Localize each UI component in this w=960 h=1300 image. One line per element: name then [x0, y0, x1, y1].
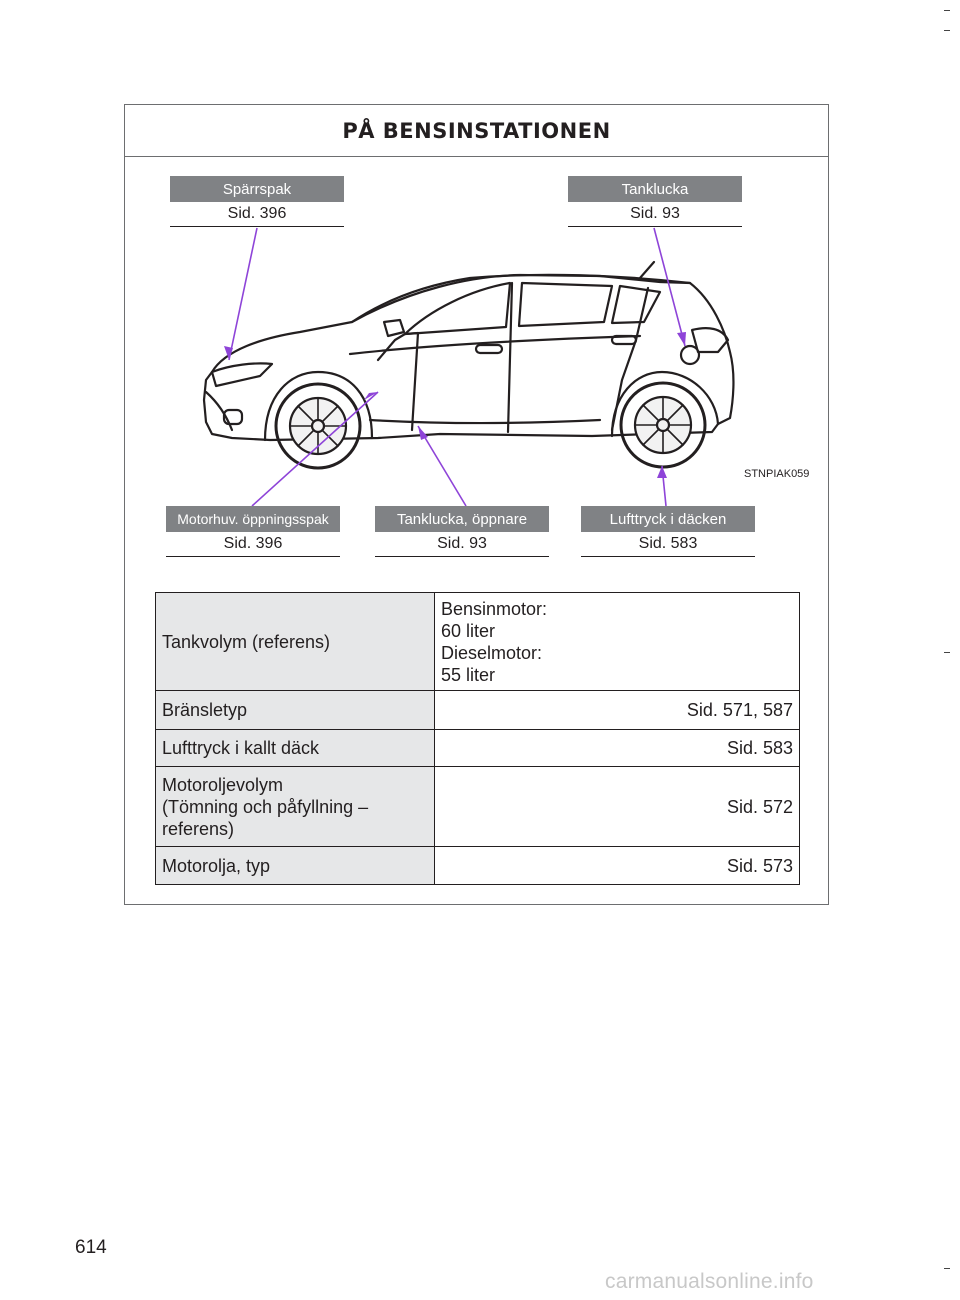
- table-key: Bränsletyp: [156, 691, 435, 730]
- callout-sparrspak: [170, 176, 344, 227]
- callout-page-ref: Sid. 93: [568, 202, 742, 227]
- table-row: [156, 593, 800, 691]
- callout-page-ref: Sid. 583: [581, 532, 755, 557]
- headlight: [212, 363, 272, 386]
- antenna: [640, 262, 654, 278]
- key-line: Motoroljevolym: [162, 774, 284, 795]
- quarter-window: [612, 286, 660, 323]
- callout-label: Tanklucka: [568, 176, 742, 202]
- watermark: carmanualsonline.info: [605, 1270, 814, 1293]
- crop-mark: [944, 652, 950, 653]
- callout-lufttryck: [581, 506, 755, 557]
- side-mirror: [384, 320, 404, 336]
- callout-page-ref: Sid. 396: [170, 202, 344, 227]
- table-row: [156, 730, 800, 767]
- leader-line-sparrspak: [229, 228, 257, 360]
- image-code: STNPIAK059: [744, 468, 810, 480]
- table-value: Sid. 571, 587: [435, 691, 800, 730]
- value-line: Dieselmotor:: [441, 642, 543, 663]
- arrowhead: [677, 332, 686, 346]
- table-key: Motorolja, typ: [156, 847, 435, 885]
- arrowhead: [418, 426, 428, 440]
- rear-door-window: [519, 283, 612, 326]
- callout-page-ref: Sid. 93: [375, 532, 549, 557]
- table-row: [156, 767, 800, 847]
- sill-line: [370, 420, 600, 423]
- callout-tanklucka: [568, 176, 742, 227]
- key-line: referens): [162, 818, 235, 839]
- callout-page-ref: Sid. 396: [166, 532, 340, 557]
- callout-motorhuv: [166, 506, 340, 557]
- table-value: [435, 593, 800, 691]
- front-door-window: [405, 283, 510, 334]
- value-line: 60 liter: [441, 620, 496, 641]
- callout-label: Tanklucka, öppnare: [375, 506, 549, 532]
- value-line: Bensinmotor:: [441, 598, 548, 619]
- key-line: (Tömning och påfyllning –: [162, 796, 369, 817]
- fuel-door: [681, 346, 699, 364]
- leader-line-tanklucka: [654, 228, 685, 346]
- callout-label: Motorhuv. öppningsspak: [166, 506, 340, 532]
- callout-label: Lufttryck i däcken: [581, 506, 755, 532]
- callout-tanklucka-oppnare: [375, 506, 549, 557]
- table-key: [156, 767, 435, 847]
- table-value: Sid. 572: [435, 767, 800, 847]
- table-value: Sid. 583: [435, 730, 800, 767]
- page-number: 614: [75, 1237, 107, 1258]
- table-key: Lufttryck i kallt däck: [156, 730, 435, 767]
- table-row: [156, 691, 800, 730]
- table-row: [156, 847, 800, 885]
- crop-mark: [944, 1268, 950, 1269]
- page-title: PÅ BENSINSTATIONEN: [125, 105, 828, 157]
- table-value: Sid. 573: [435, 847, 800, 885]
- table-key: Tankvolym (referens): [156, 593, 435, 691]
- callout-label: Spärrspak: [170, 176, 344, 202]
- front-door-handle: [476, 345, 502, 353]
- value-line: 55 liter: [441, 664, 496, 685]
- spec-table: [155, 592, 800, 885]
